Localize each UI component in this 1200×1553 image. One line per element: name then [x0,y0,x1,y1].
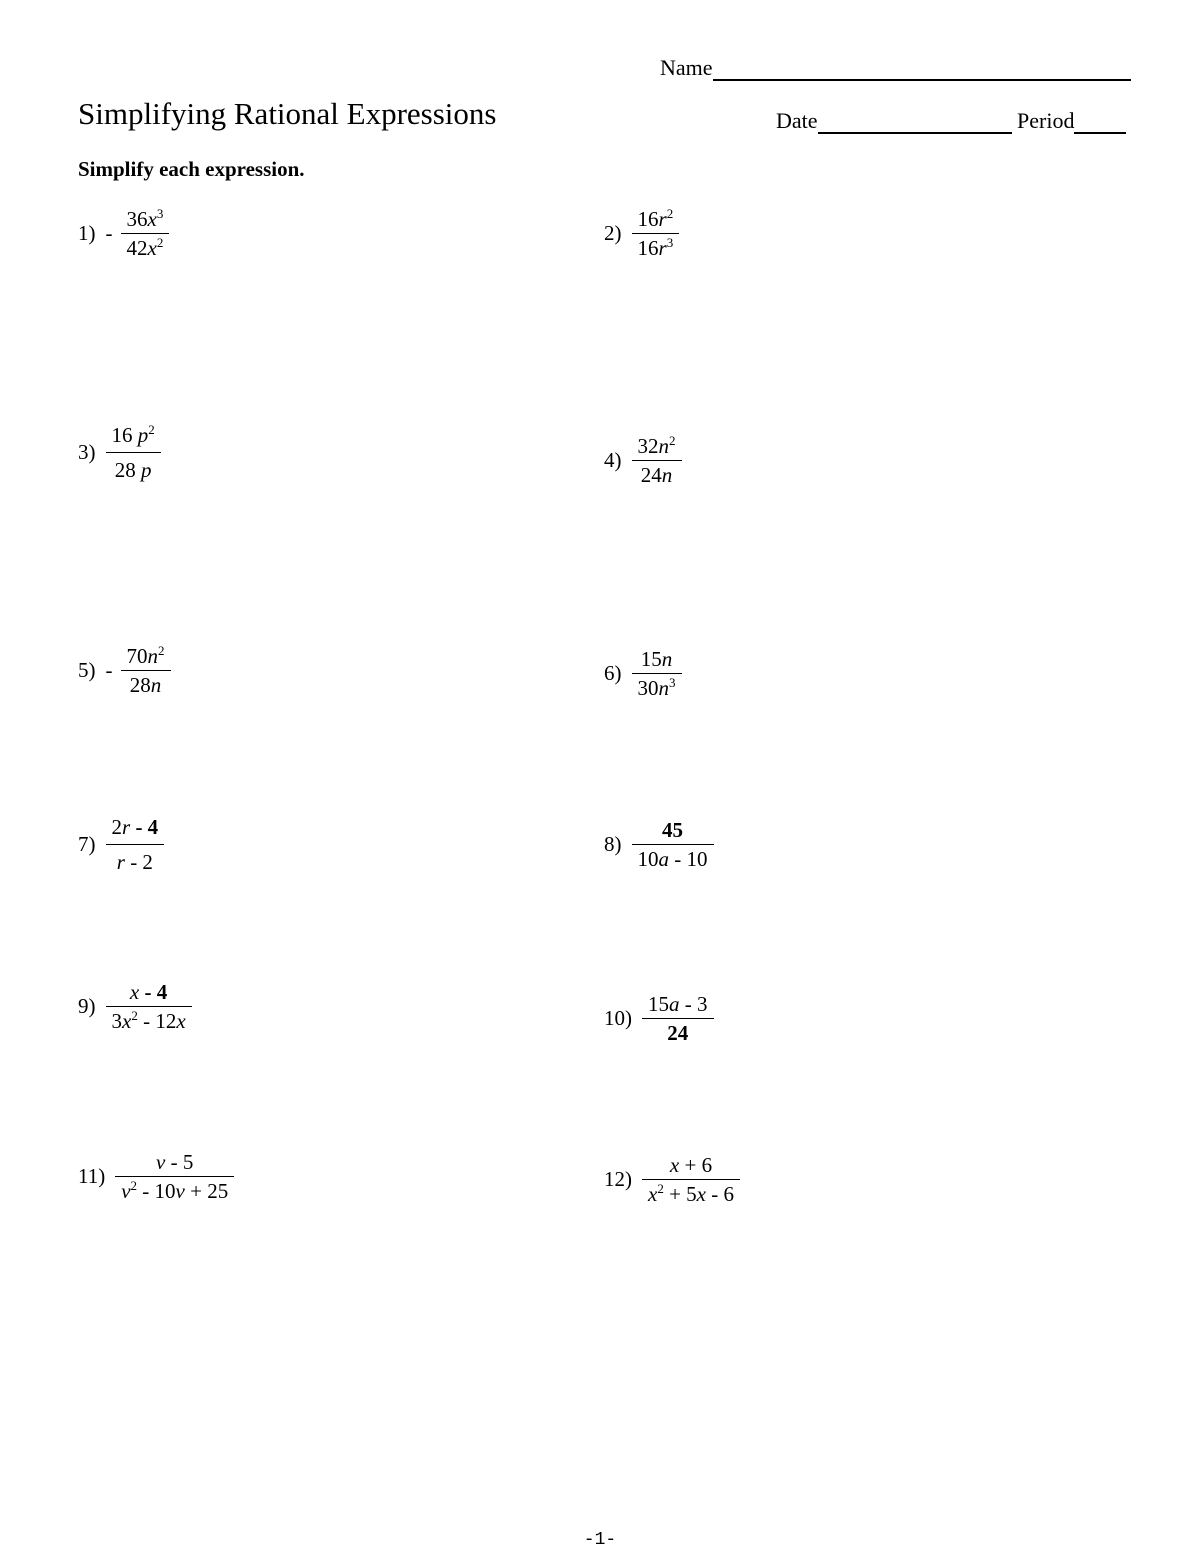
fraction [115,1148,234,1205]
numerator: $36x^3$ [126,206,164,231]
numerator: x - 4 [129,980,168,1004]
problem-number: 1) [78,221,96,245]
denominator: $30n^3$ [637,675,676,700]
problem-number: 5) [78,658,96,682]
problem-9 [78,978,192,1035]
page-number: -1- [583,1530,617,1550]
denominator: $3x^2 - 12x$ [111,1008,186,1033]
problem-7 [78,810,164,879]
problem-number: 9) [78,994,96,1018]
problem-3 [78,418,161,487]
fraction [632,432,682,489]
fraction [106,418,161,487]
problem-number: 10) [604,1006,632,1030]
denominator: $x^2 + 5x - 6$ [648,1181,734,1206]
name-line [713,57,1131,81]
fraction [632,645,682,702]
period-line [1074,110,1126,134]
denominator: $v^2 - 10v + 25$ [121,1178,229,1203]
problem-2 [604,205,679,262]
numerator: 15a - 3 [648,992,708,1016]
denominator: 24 [667,1021,689,1045]
instructions: Simplify each expression. [78,157,305,181]
denominator: $42x^2$ [126,235,164,260]
fraction [632,816,714,873]
date-line [818,110,1012,134]
problem-number: 4) [604,448,622,472]
denominator: 24n [640,463,673,487]
problem-8 [604,816,714,873]
denominator: 28 p [114,458,152,482]
numerator: v - 5 [156,1150,194,1174]
numerator: 45 [662,818,683,842]
problem-12 [604,1151,740,1208]
denominator: $16r^3$ [637,235,674,260]
fraction [106,978,192,1035]
negative-sign: - [105,221,113,245]
problem-number: 12) [604,1167,632,1191]
problem-10 [604,990,714,1047]
date-label: Date [776,108,818,133]
problem-number: 2) [604,221,622,245]
fraction [121,205,170,262]
worksheet-title: Simplifying Rational Expressions [78,96,497,131]
date-period-field [776,108,1126,134]
fraction [121,642,171,699]
name-field [660,55,1131,81]
fraction [642,990,714,1047]
negative-sign: - [105,658,113,682]
denominator: 10a - 10 [637,847,708,871]
problem-4 [604,432,682,489]
problem-11 [78,1148,234,1205]
problem-number: 11) [78,1164,106,1188]
period-label: Period [1017,108,1075,133]
problem-6 [604,645,682,702]
fraction [632,205,680,262]
denominator: r - 2 [116,850,153,874]
fraction [642,1151,740,1208]
numerator: $32n^2$ [637,433,676,458]
problem-number: 3) [78,440,96,464]
numerator: 2r - 4 [111,815,159,839]
problem-number: 7) [78,832,96,856]
numerator: 16 $p^2$ [111,422,155,447]
problem-5 [78,642,171,699]
name-label: Name [660,55,713,80]
denominator: 28n [129,673,162,697]
numerator: 15n [640,647,673,671]
numerator: $16r^2$ [637,206,674,231]
fraction [106,810,165,879]
numerator: x + 6 [669,1153,713,1177]
problem-number: 6) [604,661,622,685]
problem-1 [78,205,169,262]
numerator: $70n^2$ [126,643,165,668]
problem-number: 8) [604,832,622,856]
